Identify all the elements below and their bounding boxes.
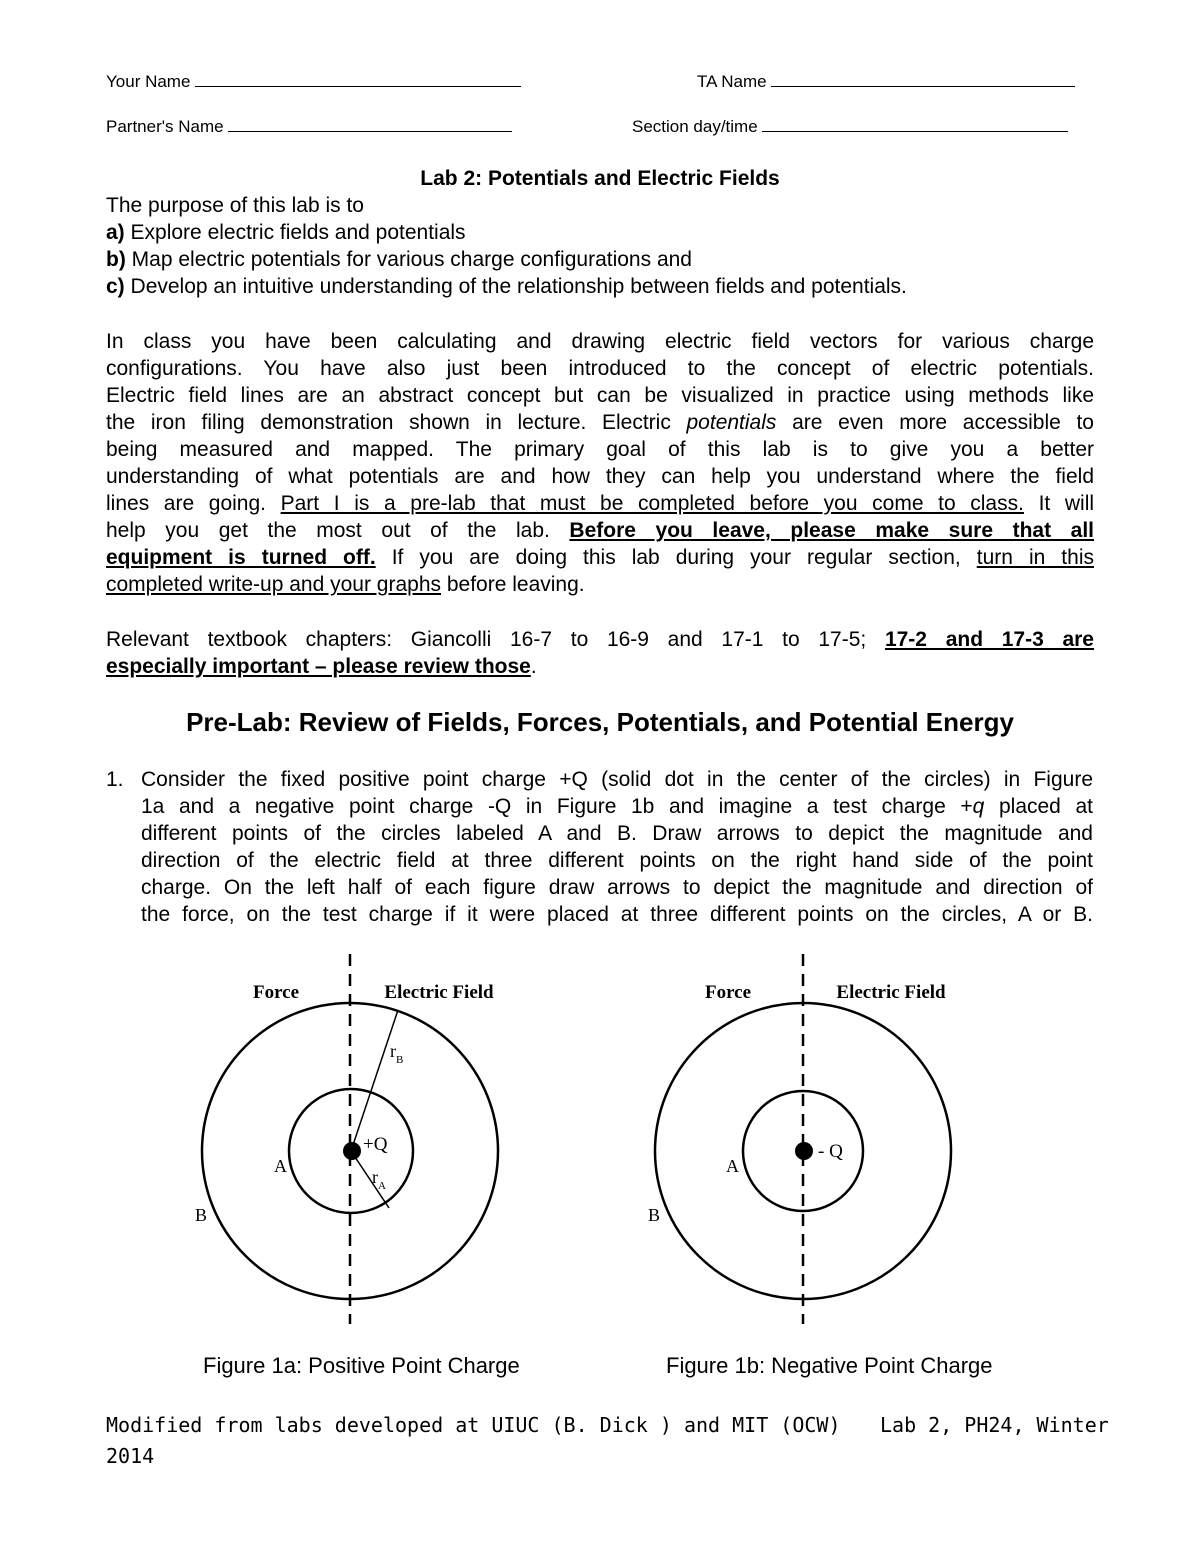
purpose-marker: b) [106,248,126,271]
prelab-note: Part I is a pre-lab that must be completed before you come to class. [280,492,1024,515]
intro-text: are even more accessible to [776,411,1094,434]
question-line: different points of the circles labeled A and B. Draw arrows to depict the magnitude and [141,822,1093,845]
radius-b-line [351,1010,398,1151]
question-line: Consider the fixed positive point charge +Q (solid dot in the center of the circles) in Figure [141,768,1093,791]
purpose-text: Develop an intuitive understanding of the relationship between fields and potentials. [130,275,907,298]
intro-text: before leaving. [441,573,585,596]
textbook-line [106,653,1094,680]
textbook-paragraph [106,626,1094,680]
prelab-heading: Pre-Lab: Review of Fields, Forces, Potentials, and Potential Energy [186,707,1014,737]
section-blank[interactable] [762,117,1068,132]
intro-text: the iron filing demonstration shown in lecture. Electric [106,411,687,434]
intro-line [106,490,1094,517]
force-label: Force [704,982,752,1003]
charge-label: - Q [818,1141,843,1162]
purpose-item-c [106,273,1096,300]
label-b: B [648,1205,661,1225]
intro-text: It will [1023,492,1095,515]
purpose-marker: a) [106,221,125,244]
figure-1a [195,954,498,1324]
purpose-item-a [106,219,1096,246]
label-b: B [195,1205,208,1225]
figure-1b [648,954,951,1324]
intro-line [106,517,1094,544]
purpose-intro: The purpose of this lab is to [106,194,364,217]
intro-text: If you are doing this lab during your regular section, [375,546,977,569]
ta-name-label: TA Name [697,72,767,91]
intro-line [106,544,1094,571]
footer-credit: Modified from labs developed at UIUC (B. Dick ) and MIT (OCW) [106,1413,841,1437]
purpose-marker: c) [106,275,125,298]
textbook-text: . [530,655,537,678]
intro-line: being measured and mapped. The primary goal of this lab is to give you a better [106,438,1094,461]
your-name-label: Your Name [106,72,191,91]
footer-course: Lab 2, PH24, Winter [880,1413,1109,1437]
equipment-warning: Before you leave, please make sure that all [569,519,1094,542]
intro-text: lines are going. [106,492,281,515]
textbook-text: Relevant textbook chapters: Giancolli 16-7 to 16-9 and 17-1 to 17-5; [106,628,885,651]
question-1 [141,766,1093,928]
question-line: the force, on the test charge if it were placed at three different points on the circles, A or B. [141,903,1093,926]
question-number: 1. [106,768,124,791]
figures-svg [0,940,1200,1340]
question-line: charge. On the left half of each figure draw arrows to depict the magnitude and direction of [141,876,1093,899]
intro-paragraph [106,328,1094,598]
negative-charge-dot [795,1142,813,1160]
ta-name-blank[interactable] [771,72,1075,87]
force-label: Force [252,982,300,1003]
section-field[interactable] [632,117,1068,137]
test-charge-q: q [972,795,985,818]
purpose-section [106,192,1096,300]
intro-line: understanding of what potentials are and how they can help you understand where the field [106,465,1094,488]
figure-1b-caption: Figure 1b: Negative Point Charge [666,1353,993,1378]
intro-line: Electric field lines are an abstract concept but can be visualized in practice using methods like [106,384,1094,407]
intro-text: help you get the most out of the lab. [106,519,570,542]
ta-name-field[interactable] [697,72,1075,92]
purpose-text: Map electric potentials for various charge configurations and [131,248,692,271]
partner-name-label: Partner's Name [106,117,224,136]
footer-year: 2014 [106,1444,155,1468]
charge-label: +Q [363,1134,388,1155]
your-name-field[interactable] [106,72,521,92]
question-text: 1a and a negative point charge -Q in Figure 1b and imagine a test charge + [141,795,973,818]
figure-1a-caption: Figure 1a: Positive Point Charge [203,1353,520,1378]
rb-label: $r_B$ [390,1041,404,1066]
partner-name-field[interactable] [106,117,512,137]
label-a: A [726,1156,739,1176]
intro-line: configurations. You have also just been introduced to the concept of electric potentials. [106,357,1094,380]
textbook-line [106,626,1094,653]
intro-line: In class you have been calculating and drawing electric field vectors for various charge [106,330,1094,353]
question-line [141,793,1093,820]
question-line: direction of the electric field at three different points on the right hand side of the point [141,849,1093,872]
turn-in-note-end: completed write-up and your graphs [106,573,442,596]
important-chapters: 17-2 and 17-3 are [884,628,1094,651]
lab-title: Lab 2: Potentials and Electric Fields [420,167,780,190]
question-text: placed at [984,795,1093,818]
important-chapters-end: especially important – please review those [106,655,531,678]
potentials-italic: potentials [686,411,777,434]
your-name-blank[interactable] [195,72,521,87]
label-a: A [274,1156,287,1176]
electric-field-label: Electric Field [836,982,946,1003]
intro-line [106,571,1094,598]
purpose-text: Explore electric fields and potentials [130,221,466,244]
positive-charge-dot [343,1142,361,1160]
equipment-warning-end: equipment is turned off. [106,546,376,569]
turn-in-note: turn in this [976,546,1094,569]
partner-name-blank[interactable] [228,117,512,132]
electric-field-label: Electric Field [384,982,494,1003]
purpose-item-b [106,246,1096,273]
section-label: Section day/time [632,117,758,136]
ra-label: $r_A$ [372,1167,386,1192]
intro-line [106,409,1094,436]
